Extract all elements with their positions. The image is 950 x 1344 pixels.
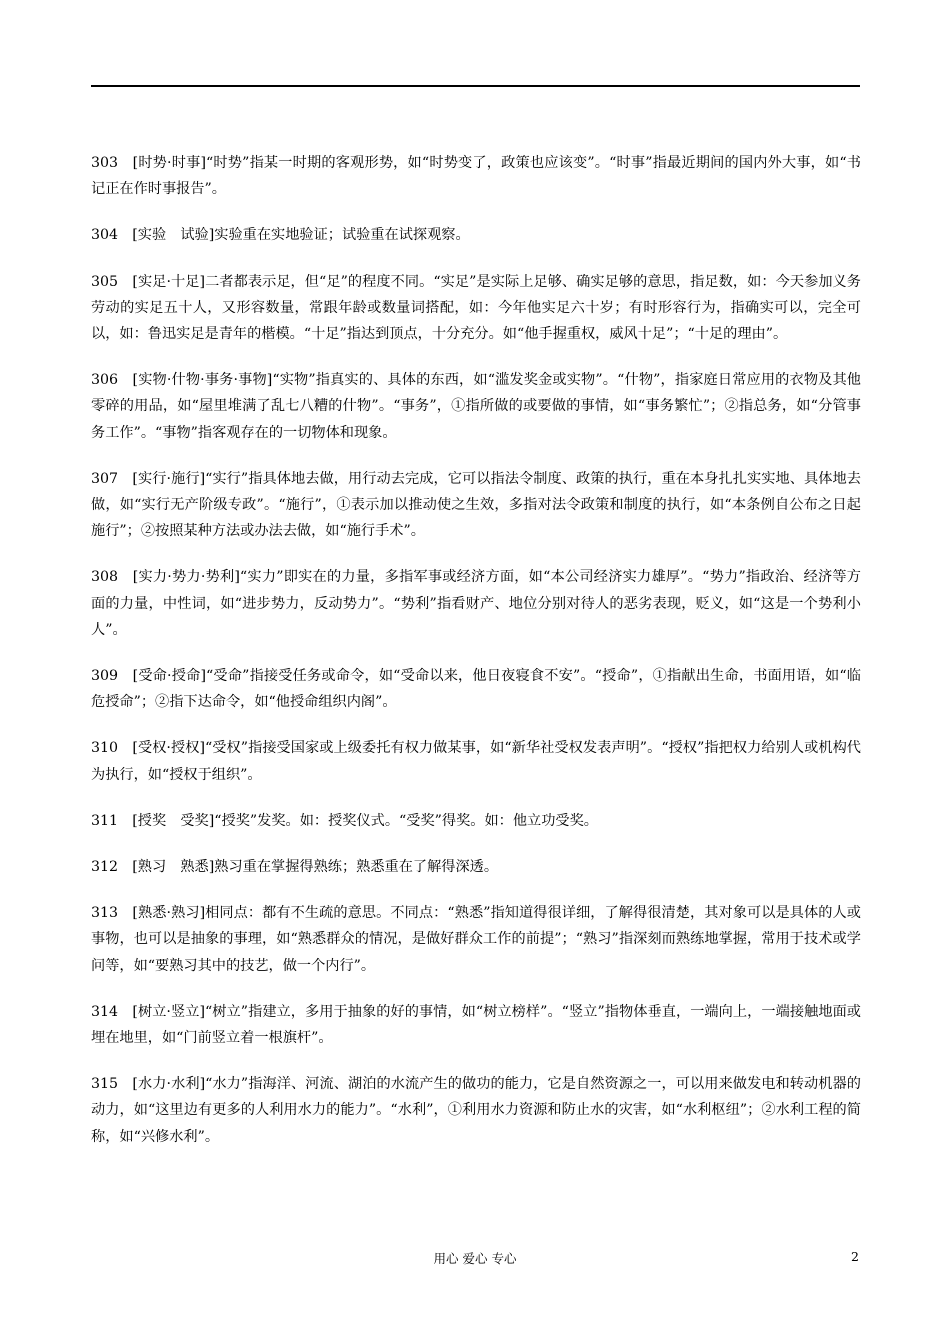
page-footer: [0, 1249, 950, 1269]
entry-312: 312 [熟习 熟悉]熟习重在掌握得熟练；熟悉重在了解得深透。: [91, 859, 499, 876]
entry-309: 309 [受命·授命]“受命”指接受任务或命令，如“受命以来，他日夜寝食不安”。“授命”，①指献出生命，书面用语，如“临危授命”；②指下达命令，如“他授命组织内阁”。: [91, 668, 861, 711]
entry-310: 310 [受权·授权]“受权”指接受国家或上级委托有权力做某事，如“新华社受权发表声明”。“授权”指把权力给别人或机构代为执行，如“授权于组织”。: [91, 740, 861, 783]
entry-308: 308 [实力·势力·势利]“实力”即实在的力量，多指军事或经济方面，如“本公司经济实力雄厚”。“势力”指政治、经济等方面的力量，中性词，如“进步势力，反动势力”。“势利”指看财产、地位分别对待人的恶劣表现，贬义，如“这是一个势利小人”。: [91, 569, 861, 638]
entry-315: 315 [水力·水利]“水力”指海洋、河流、湖泊的水流产生的做功的能力，它是自然资源之一，可以用来做发电和转动机器的动力，如“这里边有更多的人利用水力的能力”。“水利”，①利用水力资源和防止水的灾害，如“水利枢纽”；②水利工程的简称，如“兴修水利”。: [91, 1076, 861, 1145]
header-rule: [91, 85, 860, 87]
entry-314: 314 [树立·竖立]“树立”指建立，多用于抽象的好的事情，如“树立榜样”。“竖立”指物体垂直，一端向上，一端接触地面或埋在地里，如“门前竖立着一根旗杆”。: [91, 1003, 861, 1047]
entry-313: 313 [熟悉·熟习]相同点：都有不生疏的意思。不同点：“熟悉”指知道得很详细，了解得很清楚，其对象可以是具体的人或事物，也可以是抽象的事理，如“熟悉群众的情况，是做好群众工作的前提”；“熟习”指深刻而熟练地掌握，常用于技术或学问等，如“要熟习其中的技艺，做一个内行”。: [91, 905, 861, 974]
entry-list: [91, 150, 861, 1170]
entry-307: 307 [实行·施行]“实行”指具体地去做，用行动去完成，它可以指法令制度、政策的执行，重在本身扎扎实实地、具体地去做，如“实行无产阶级专政”。“施行”，①表示加以推动使之生效，多指对法令政策和制度的执行，如“本条例自公布之日起施行”；②按照某种方法或办法去做，如“施行手术”。: [91, 470, 861, 540]
page-number: 2: [851, 1249, 859, 1264]
entry-305: 305 [实足·十足]二者都表示足，但“足”的程度不同。“实足”是实际上足够、确实足够的意思，指足数，如：今天参加义务劳动的实足五十人，又形容数量，常跟年龄或数量词搭配，如：今年他实足六十岁；有时形容行为，指确实可以，完全可以，如：鲁迅实足是青年的楷模。“十足”指达到顶点，十分充分。如“他手握重权，威风十足”；“十足的理由”。: [91, 273, 861, 343]
entry-304: 304 [实验 试验]实验重在实地验证；试验重在试探观察。: [91, 227, 470, 244]
footer-text: 用心 爱心 专心: [433, 1251, 517, 1266]
entry-303: 303 [时势·时事]“时势”指某一时期的客观形势，如“时势变了，政策也应该变”。“时事”指最近期间的国内外大事，如“书记正在作时事报告”。: [91, 155, 861, 198]
entry-306: 306 [实物·什物·事务·事物]“实物”指真实的、具体的东西，如“滥发奖金或实物”。“什物”，指家庭日常应用的衣物及其他零碎的用品，如“屋里堆满了乱七八糟的什物”。“事务”，①指所做的或要做的事情，如“事务繁忙”；②指总务，如“分管事务工作”。“事物”指客观存在的一切物体和现象。: [91, 372, 861, 441]
entry-311: 311 [授奖 受奖]“授奖”发奖。如：授奖仪式。“受奖”得奖。如：他立功受奖。: [91, 812, 598, 829]
